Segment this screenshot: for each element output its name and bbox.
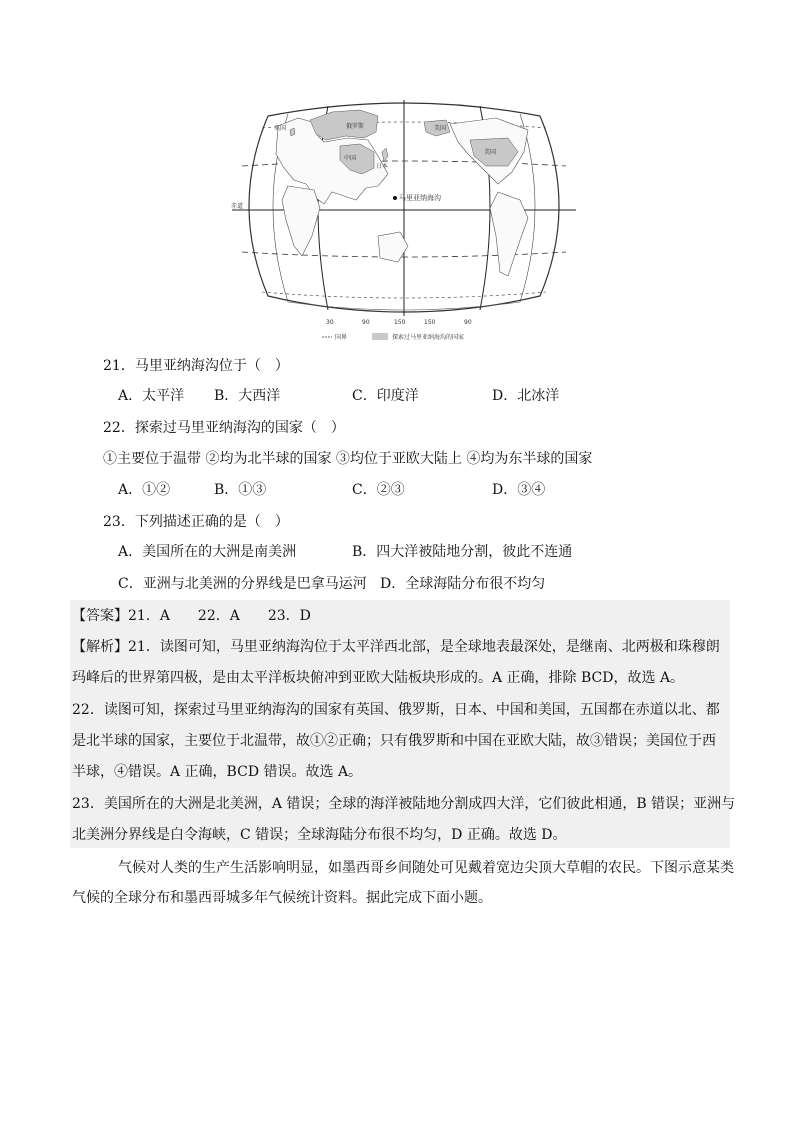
q22-option-b: B．①③ [214,482,267,498]
label-usa: 美国 [484,149,497,156]
q21-option-b: B．大西洋 [214,388,281,404]
q21-stem: 21．马里亚纳海沟位于（ ） [103,358,289,374]
q22-statements: ①主要位于温带 ②均为北半球的国家 ③均位于亚欧大陆上 ④均为东半球的国家 [103,451,593,467]
analysis-line-3: 22．读图可知，探索过马里亚纳海沟的国家有英国、俄罗斯，日本、中国和美国，五国都在赤道以北、都 [72,702,720,718]
label-trench: 马里亚纳海沟 [399,194,441,202]
label-scale-90a: 90 [362,319,370,326]
q23-stem: 23．下列描述正确的是（ ） [103,514,289,530]
analysis-line-2: 玛峰后的世界第四极，是由太平洋板块俯冲到亚欧大陆板块形成的。A 正确，排除 BCD，故选 A。 [72,670,685,686]
q21-option-a: A．太平洋 [118,388,185,404]
q21-option-c: C．印度洋 [352,388,419,404]
q22-option-d: D．③④ [492,482,546,498]
q23-option-c: C．亚洲与北美洲的分界线是巴拿马运河 [118,576,367,592]
legend-boundary-label: 国界 [335,334,348,341]
label-scale-150: 150 [394,319,406,326]
q21-option-d: D．北冰洋 [492,388,560,404]
analysis-line-7: 北美洲分界线是白令海峡，C 错误；全球海陆分布很不均匀，D 正确。故选 D。 [72,827,567,843]
label-equator: 赤道 [231,203,244,210]
answer-line: 【答案】21．A 22．A 23．D [72,608,311,624]
q22-stem: 22．探索过马里亚纳海沟的国家（ ） [103,420,345,436]
legend-explored-symbol [372,333,388,340]
label-usa-alaska: 美国 [434,125,447,132]
q22-option-a: A．①② [118,482,171,498]
label-uk: 英国 [274,125,287,132]
label-scale-150b: 150 [424,319,436,326]
world-map-svg [228,96,580,350]
analysis-line-6: 23．美国所在的大洲是北美洲，A 错误；全球的海洋被陆地分割成四大洋，它们彼此相通，B 错误；亚洲与 [72,796,736,812]
legend-explored-label: 探索过马里亚纳海沟的国家 [392,334,465,341]
intro-line-2: 气候的全球分布和墨西哥城多年气候统计资料。据此完成下面小题。 [72,890,492,906]
q23-option-b: B．四大洋被陆地分割，彼此不连通 [352,544,573,560]
analysis-line-5: 半球，④错误。A 正确，BCD 错误。故选 A。 [72,764,363,780]
q23-option-a: A．美国所在的大洲是南美洲 [118,544,297,560]
label-scale-30: 30 [326,319,334,326]
label-china: 中国 [344,155,357,162]
intro-line-1: 气候对人类的生产生活影响明显，如墨西哥乡间随处可见戴着宽边尖顶大草帽的农民。下图示意某类 [118,860,734,876]
analysis-line-4: 是北半球的国家，主要位于北温带，故①②正确；只有俄罗斯和中国在亚欧大陆，故③错误；美国位于西 [72,733,716,749]
q23-option-d: D．全球海陆分布很不均匀 [380,576,546,592]
label-scale-90b: 90 [464,319,472,326]
trench-marker [393,196,397,200]
label-russia: 俄罗斯 [346,123,365,130]
world-map-figure [228,96,580,350]
label-japan: 日本 [376,163,389,170]
analysis-line-1: 【解析】21．读图可知，马里亚纳海沟位于太平洋西北部，是全球地表最深处，是继南、北两极和珠穆朗 [72,639,720,655]
q22-option-c: C．②③ [352,482,405,498]
